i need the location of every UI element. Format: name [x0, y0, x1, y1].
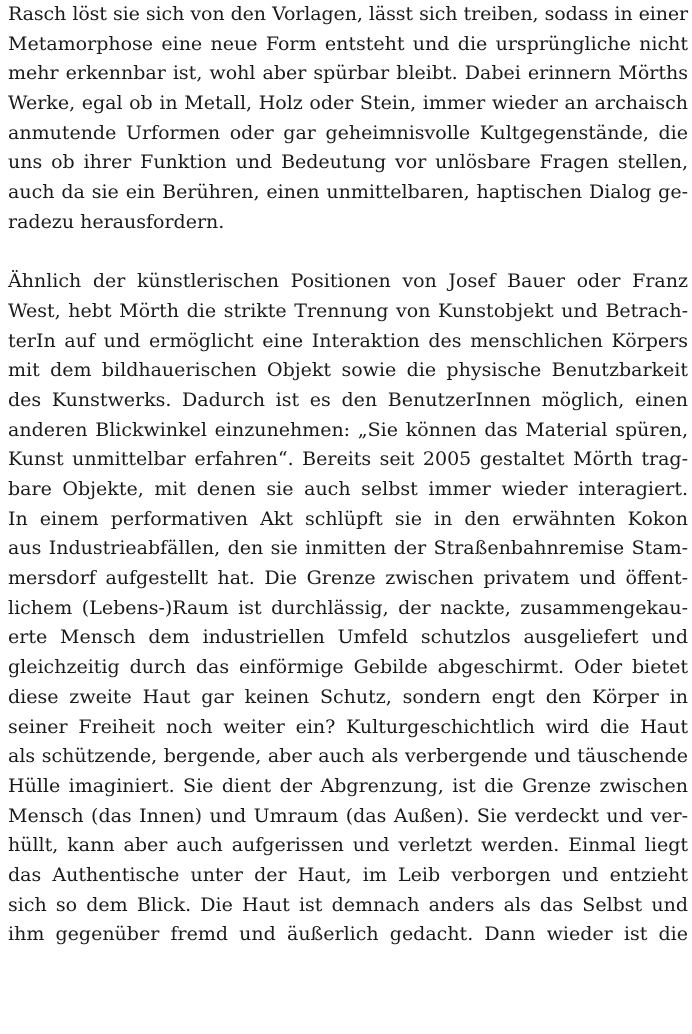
text-line: anmutende Urformen oder gar geheimnisvolle Kultgegenstände, die: [8, 121, 688, 144]
text-line: hüllt, kann aber auch aufgerissen und verletzt werden. Einmal liegt: [8, 834, 688, 857]
text-line: West, hebt Mörth die strikte Trennung von Kunstobjekt und Betrach-: [8, 299, 688, 322]
text-line: auch da sie ein Berühren, einen unmittelbaren, haptischen Dialog ge-: [8, 181, 688, 204]
text-line: Kunst unmittelbar erfahren“. Bereits seit 2005 gestaltet Mörth trag-: [8, 448, 688, 471]
text-line: aus Industrieabfällen, den sie inmitten der Straßenbahnremise Stam-: [8, 537, 688, 560]
paragraph-2: [8, 267, 688, 950]
text-line: gleichzeitig durch das einförmige Gebilde abgeschirmt. Oder bietet: [8, 656, 688, 679]
text-line: das Authentische unter der Haut, im Leib verborgen und entzieht: [8, 863, 688, 886]
text-line: mersdorf aufgestellt hat. Die Grenze zwischen privatem und öffent-: [8, 567, 688, 590]
document-page: [8, 0, 688, 950]
text-line: terIn auf und ermöglicht eine Interaktion des menschlichen Körpers: [8, 329, 688, 352]
text-line: Hülle imaginiert. Sie dient der Abgrenzung, ist die Grenze zwischen: [8, 774, 688, 797]
text-line: seiner Freiheit noch weiter ein? Kulturgeschichtlich wird die Haut: [8, 715, 688, 738]
text-line: diese zweite Haut gar keinen Schutz, sondern engt den Körper in: [8, 685, 688, 708]
text-line: bare Objekte, mit denen sie auch selbst immer wieder interagiert.: [8, 478, 688, 500]
text-line: radezu herausfordern.: [8, 210, 225, 233]
text-line: des Kunstwerks. Dadurch ist es den BenutzerInnen möglich, einen: [8, 388, 688, 411]
paragraph-1: [8, 0, 688, 238]
text-line: mehr erkennbar ist, wohl aber spürbar bleibt. Dabei erinnern Mörths: [8, 62, 688, 85]
text-line: lichem (Lebens-)Raum ist durchlässig, der nackte, zusammengekau-: [8, 596, 688, 619]
text-line: erte Mensch dem industriellen Umfeld schutzlos ausgeliefert und: [8, 626, 688, 649]
text-line: Ähnlich der künstlerischen Positionen von Josef Bauer oder Franz: [8, 270, 688, 293]
text-line: Mensch (das Innen) und Umraum (das Außen). Sie verdeckt und ver-: [8, 804, 688, 827]
text-line: sich so dem Blick. Die Haut ist demnach anders als das Selbst und: [8, 893, 688, 916]
text-line: als schützende, bergende, aber auch als verbergende und täuschende: [8, 745, 688, 768]
text-line: In einem performativen Akt schlüpft sie in den erwähnten Kokon: [8, 507, 688, 530]
text-line: ihm gegenüber fremd und äußerlich gedacht. Dann wieder ist die: [8, 923, 688, 946]
text-line: uns ob ihrer Funktion und Bedeutung vor unlösbare Fragen stellen,: [8, 151, 688, 174]
text-line: Metamorphose eine neue Form entsteht und die ursprüngliche nicht: [8, 32, 688, 55]
text-line: Rasch löst sie sich von den Vorlagen, lässt sich treiben, sodass in einer: [8, 3, 688, 25]
paragraph-spacer: [8, 238, 688, 268]
text-line: Werke, egal ob in Metall, Holz oder Stein, immer wieder an archaisch: [8, 92, 688, 115]
text-line: mit dem bildhauerischen Objekt sowie die physische Benutzbarkeit: [8, 359, 688, 382]
text-line: anderen Blickwinkel einzunehmen: „Sie können das Material spüren,: [8, 418, 688, 441]
